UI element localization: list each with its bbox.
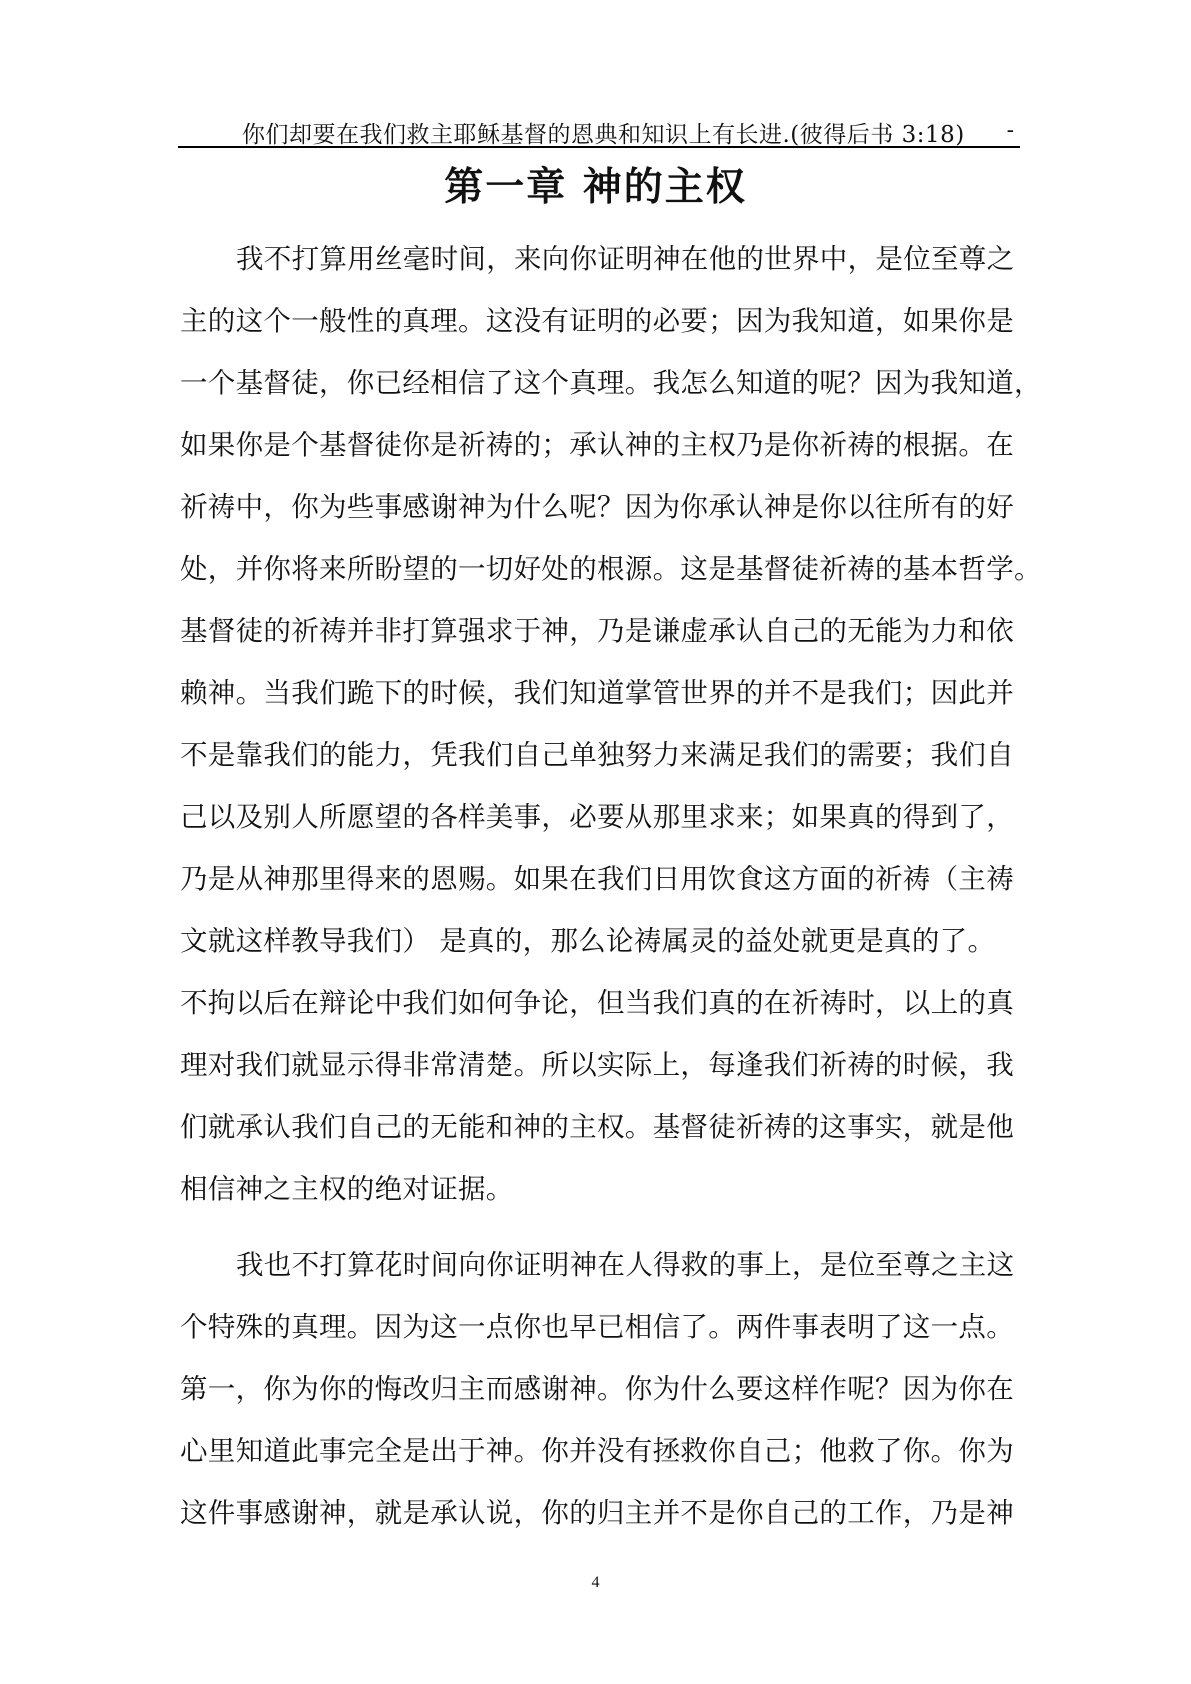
text-line: 祈祷中，你为些事感谢神为什么呢？因为你承认神是你以往所有的好 bbox=[180, 491, 1014, 523]
header-mark: - bbox=[1006, 118, 1014, 143]
chapter-title: 第一章 神的主权 bbox=[444, 165, 747, 210]
text-line: 第一，你为你的悔改归主而感谢神。你为什么要这样作呢？因为你在 bbox=[180, 1373, 1014, 1405]
text-line: 我也不打算花时间向你证明神在人得救的事上，是位至尊之主这 bbox=[236, 1249, 1015, 1281]
text-line: 心里知道此事完全是出于神。你并没有拯救你自己；他救了你。你为 bbox=[180, 1435, 1014, 1467]
text-line: 赖神。当我们跪下的时候，我们知道掌管世界的并不是我们；因此并 bbox=[180, 677, 1014, 709]
running-header bbox=[178, 112, 1020, 148]
text-line: 主的这个一般性的真理。这没有证明的必要；因为我知道，如果你是 bbox=[180, 305, 1014, 337]
text-line: 个特殊的真理。因为这一点你也早已相信了。两件事表明了这一点。 bbox=[180, 1311, 1014, 1343]
text-line: 这件事感谢神，就是承认说，你的归主并不是你自己的工作，乃是神 bbox=[180, 1497, 1014, 1529]
text-line: 如果你是个基督徒你是祈祷的；承认神的主权乃是你祈祷的根据。在 bbox=[180, 429, 1014, 461]
text-line: 基督徒的祈祷并非打算强求于神，乃是谦虚承认自己的无能为力和依 bbox=[180, 615, 1014, 647]
paragraph bbox=[180, 228, 1042, 1220]
header-verse: 你们却要在我们救主耶稣基督的恩典和知识上有长进.(彼得后书 3:18) bbox=[242, 122, 965, 148]
text-line: 处，并你将来所盼望的一切好处的根源。这是基督徒祈祷的基本哲学。 bbox=[180, 553, 1042, 585]
text-line: 乃是从神那里得来的恩赐。如果在我们日用饮食这方面的祈祷（主祷 bbox=[180, 863, 1014, 895]
text-line: 不拘以后在辩论中我们如何争论，但当我们真的在祈祷时，以上的真 bbox=[180, 987, 1014, 1019]
text-line: 理对我们就显示得非常清楚。所以实际上，每逢我们祈祷的时候，我 bbox=[180, 1049, 1014, 1081]
body-text bbox=[180, 228, 1042, 1544]
text-line: 不是靠我们的能力，凭我们自己单独努力来满足我们的需要；我们自 bbox=[180, 739, 1014, 771]
page-number: 4 bbox=[591, 1574, 600, 1591]
text-line: 一个基督徒，你已经相信了这个真理。我怎么知道的呢？因为我知道， bbox=[180, 367, 1042, 399]
text-line: 相信神之主权的绝对证据。 bbox=[180, 1173, 514, 1205]
text-line: 文就这样教导我们） 是真的，那么论祷属灵的益处就更是真的了。 bbox=[180, 925, 996, 957]
paragraph-gap bbox=[180, 1220, 1018, 1234]
text-line: 们就承认我们自己的无能和神的主权。基督徒祈祷的这事实，就是他 bbox=[180, 1111, 1014, 1143]
paragraph bbox=[180, 1234, 1018, 1544]
text-line: 己以及别人所愿望的各样美事，必要从那里求来；如果真的得到了， bbox=[180, 801, 1014, 833]
text-line: 我不打算用丝毫时间，来向你证明神在他的世界中，是位至尊之 bbox=[236, 243, 1015, 275]
